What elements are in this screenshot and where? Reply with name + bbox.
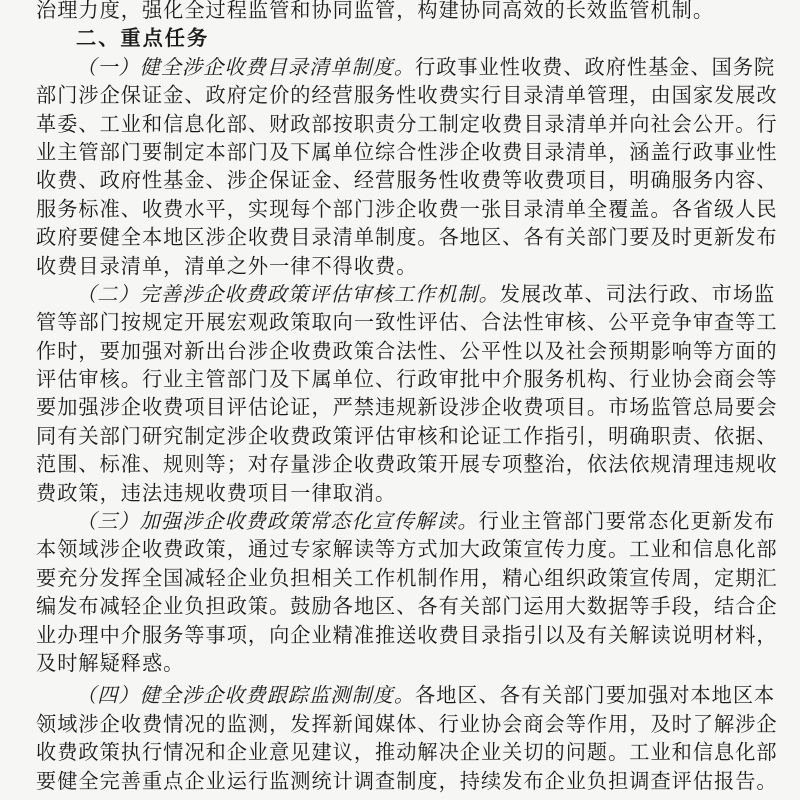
paragraph-4	[36, 681, 776, 795]
paragraph-1	[36, 53, 776, 280]
paragraph-line: 管等部门按规定开展宏观政策取向一致性评估、合法性审核、公平竞争审查等工	[36, 310, 778, 335]
paragraph-line: 领域涉企收费情况的监测，发挥新闻媒体、行业协会商会等作用，及时了解涉企	[36, 711, 778, 736]
paragraph-title: （二）完善涉企收费政策评估审核工作机制。	[76, 281, 500, 306]
paragraph-first-line	[36, 681, 776, 709]
paragraph-text: 行业主管部门要常态化更新发布	[478, 509, 776, 534]
section-heading: 二、重点任务	[76, 26, 210, 51]
paragraph-text: 发展改革、司法行政、市场监	[499, 281, 776, 306]
paragraph-line: 收费政策执行情况和企业意见建议，推动解决企业关切的问题。工业和信息化部	[36, 740, 778, 765]
paragraph-line: 费政策，违法违规收费项目一律取消。	[36, 480, 397, 505]
paragraph-line: 收费目录清单，清单之外一律不得收费。	[36, 253, 418, 278]
paragraph-3	[36, 507, 776, 677]
paragraph-title: （三）加强涉企收费政策常态化宣传解读。	[76, 509, 479, 534]
paragraph-title: （一）健全涉企收费目录清单制度。	[76, 54, 416, 79]
paragraph-line: 要健全完善重点企业运行监测统计调查制度，持续发布企业负担调查评估报告。	[36, 768, 778, 793]
paragraph-line: 本领域涉企收费政策，通过专家解读等方式加大政策宣传力度。工业和信息化部	[36, 537, 778, 562]
paragraph-line: 政府要健全本地区涉企收费目录清单制度。各地区、各有关部门要及时更新发布	[36, 225, 778, 250]
intro-line: 治理力度，强化全过程监管和协同监管，构建协同高效的长效监管机制。	[36, 0, 715, 22]
paragraph-line: 收费、政府性基金、涉企保证金、经营服务性收费等收费项目，明确服务内容、	[36, 168, 778, 193]
paragraph-line: 及时解疑释惑。	[36, 650, 185, 675]
paragraph-text: 行政事业性收费、政府性基金、国务院	[415, 54, 776, 79]
paragraph-line: 作时，要加强对新出台涉企收费政策合法性、公平性以及社会预期影响等方面的	[36, 338, 778, 363]
paragraph-line: 业办理中介服务等事项，向企业精准推送收费目录指引以及有关解读说明材料，	[36, 622, 778, 647]
paragraph-title: （四）健全涉企收费跟踪监测制度。	[76, 683, 416, 708]
paragraph-line: 同有关部门研究制定涉企收费政策评估审核和论证工作指引，明确职责、依据、	[36, 423, 778, 448]
document-page	[36, 0, 776, 795]
paragraph-line: 革委、工业和信息化部、财政部按职责分工制定收费目录清单并向社会公开。行	[36, 111, 778, 136]
paragraph-first-line	[36, 507, 776, 535]
paragraph-line: 编发布减轻企业负担政策。鼓励各地区、各有关部门运用大数据等手段，结合企	[36, 594, 778, 619]
paragraph-line: 要加强涉企收费项目评估论证，严禁违规新设涉企收费项目。市场监管总局要会	[36, 395, 778, 420]
paragraph-line: 业主管部门要制定本部门及下属单位综合性涉企收费目录清单，涵盖行政事业性	[36, 139, 778, 164]
paragraph-text: 各地区、各有关部门要加强对本地区本	[415, 683, 776, 708]
paragraph-first-line	[36, 280, 776, 308]
paragraph-line: 要充分发挥全国减轻企业负担相关工作机制作用，精心组织政策宣传周，定期汇	[36, 565, 778, 590]
paragraph-line: 服务标准、收费水平，实现每个部门涉企收费一张目录清单全覆盖。各省级人民	[36, 196, 778, 221]
paragraph-first-line	[36, 53, 776, 81]
paragraph-2	[36, 280, 776, 507]
paragraph-line: 评估审核。行业主管部门及下属单位、行政审批中介服务机构、行业协会商会等	[36, 367, 778, 392]
paragraph-line: 部门涉企保证金、政府定价的经营服务性收费实行目录清单管理，由国家发展改	[36, 83, 778, 108]
paragraph-line: 范围、标准、规则等；对存量涉企收费政策开展专项整治，依法依规清理违规收	[36, 452, 778, 477]
